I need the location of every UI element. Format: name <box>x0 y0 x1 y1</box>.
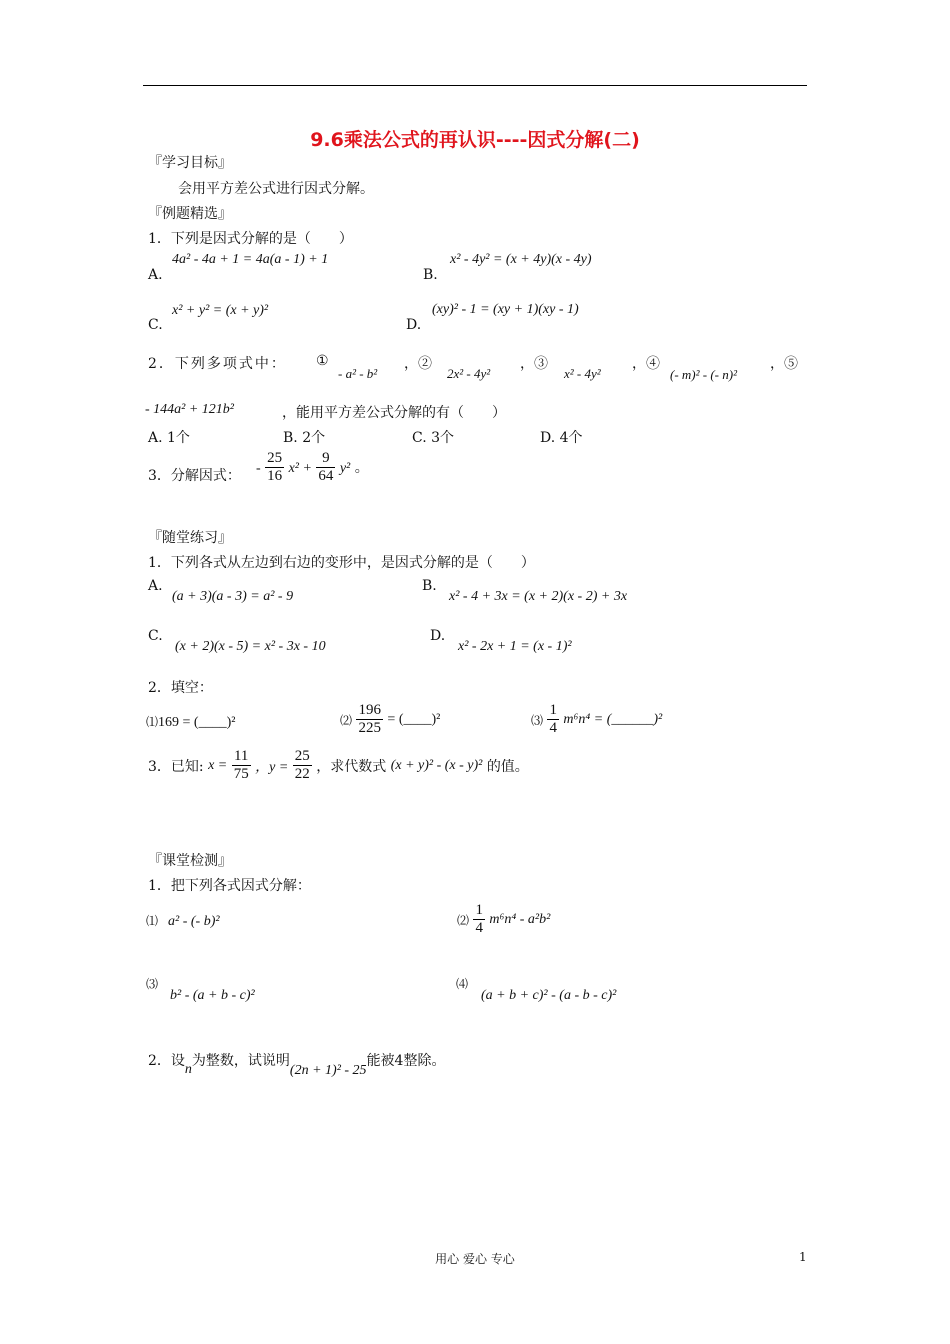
part-expr: m⁶n⁴ = (______)² <box>563 711 663 727</box>
practice-q3-text: ，求代数式 <box>316 758 387 775</box>
example-q3-fraction-2 <box>316 450 335 486</box>
check-q2-variable: n <box>184 1062 192 1077</box>
check-q1-stem: 1．把下列各式因式分解： <box>148 878 311 894</box>
practice-q3-x-lhs: x = <box>208 757 228 773</box>
page-number: 1 <box>799 1250 807 1264</box>
example-q2-marker-1: ① <box>316 353 329 369</box>
example-q3-suffix: 。 <box>354 459 369 476</box>
section-check-heading: 『课堂检测』 <box>148 853 232 869</box>
example-q2-option-b: B. 2个 <box>283 430 326 446</box>
example-q3-sign: - <box>256 460 261 476</box>
example-q2-stem: 2．下列多项式中： <box>148 356 287 372</box>
check-q1-part3-expr: b² - (a + b - c)² <box>170 988 255 1003</box>
part-label: ⑶ <box>531 713 544 728</box>
goal-text: 会用平方差公式进行因式分解。 <box>178 181 374 197</box>
example-q2-expr-2: 2x² - 4y² <box>447 366 491 381</box>
example-q1-option-c-label: C. <box>148 317 163 333</box>
fraction-numerator: 196 <box>356 702 383 720</box>
fraction-numerator: 1 <box>547 702 559 720</box>
practice-q2-part1 <box>146 713 235 731</box>
check-q2 <box>148 1050 446 1078</box>
example-q3-middle: x² + <box>288 460 312 476</box>
check-q1-part4-expr: (a + b + c)² - (a - b - c)² <box>481 988 617 1003</box>
example-q1-option-b-label: B. <box>423 267 438 283</box>
example-q1-option-d-expr: (xy)² - 1 = (xy + 1)(xy - 1) <box>432 302 579 317</box>
example-q3-expression <box>256 450 369 486</box>
check-q1-part1 <box>146 912 220 930</box>
example-q1-option-a-expr: 4a² - 4a + 1 = 4a(a - 1) + 1 <box>172 252 329 267</box>
header-rule <box>143 85 807 86</box>
practice-q3-y-lhs: ，y = <box>255 759 289 775</box>
practice-q1-option-c-expr: (x + 2)(x - 5) = x² - 3x - 10 <box>175 639 326 654</box>
example-q2-marker-5: ，⑤ <box>770 356 798 372</box>
check-q1-part2 <box>457 902 550 938</box>
example-q2-expr-3: x² - 4y² <box>564 366 601 381</box>
practice-q3-suffix: 的值。 <box>486 758 529 775</box>
fraction-denominator: 4 <box>549 720 557 737</box>
check-q2-middle: 为整数，试说明 <box>191 1053 290 1069</box>
example-q2-option-a: A. 1个 <box>148 430 190 446</box>
part-label: ⑴ <box>146 914 159 928</box>
example-q2-marker-2: ，② <box>404 356 432 372</box>
example-q3-end: y² <box>339 460 351 476</box>
practice-q3-prefix: 3．已知: <box>148 758 204 775</box>
practice-q2-part3 <box>531 702 662 738</box>
part-label: ⑵ <box>457 913 470 928</box>
page-title: 9.6乘法公式的再认识----因式分解(二) <box>310 129 640 151</box>
example-q3-fraction-1 <box>265 450 284 486</box>
fraction-numerator: 9 <box>316 450 335 468</box>
practice-q1-option-b-label: B. <box>422 578 437 594</box>
example-q1-stem: 1．下列是因式分解的是（ ） <box>148 231 353 247</box>
practice-q1-stem: 1．下列各式从左边到右边的变形中，是因式分解的是（ ） <box>148 555 535 571</box>
section-practice-heading: 『随堂练习』 <box>148 530 232 546</box>
part-label: ⑴ <box>146 715 159 729</box>
fraction-numerator: 11 <box>232 748 251 766</box>
practice-q3-x-fraction <box>232 748 251 784</box>
part-expr: 169 = (____)² <box>158 715 236 730</box>
practice-q2-stem: 2．填空： <box>148 680 213 696</box>
section-goals-heading: 『学习目标』 <box>148 155 232 171</box>
example-q2-option-d: D. 4个 <box>540 430 583 446</box>
example-q2-expr-5: - 144a² + 121b² <box>145 402 235 417</box>
part-expr: a² - (- b)² <box>168 914 220 929</box>
example-q2-marker-3: ，③ <box>520 356 548 372</box>
practice-q1-option-a-label: A. <box>148 578 163 594</box>
part-fraction <box>473 902 485 938</box>
check-q2-expr: (2n + 1)² - 25 <box>289 1063 367 1078</box>
example-q1-option-b-expr: x² - 4y² = (x + 4y)(x - 4y) <box>450 252 592 267</box>
fraction-denominator: 64 <box>318 468 334 485</box>
fraction-numerator: 25 <box>293 748 312 766</box>
practice-q1-option-a-expr: (a + 3)(a - 3) = a² - 9 <box>172 589 294 604</box>
fraction-denominator: 4 <box>475 920 483 937</box>
fraction-denominator: 75 <box>233 766 249 783</box>
part-expr: = (____)² <box>387 711 441 727</box>
practice-q3-expr: (x + y)² - (x - y)² <box>390 757 483 773</box>
page-footer: 用心 爱心 专心 <box>435 1252 515 1266</box>
part-fraction <box>356 702 383 738</box>
example-q1-option-c-expr: x² + y² = (x + y)² <box>172 303 269 318</box>
check-q2-suffix: 能被4整除。 <box>366 1053 446 1069</box>
fraction-denominator: 16 <box>267 468 283 485</box>
part-label: ⑵ <box>340 713 353 728</box>
practice-q1-option-d-label: D. <box>430 628 446 644</box>
fraction-denominator: 225 <box>358 720 381 737</box>
example-q1-option-a-label: A. <box>148 267 163 283</box>
practice-q2-part2 <box>340 702 440 738</box>
part-expr: m⁶n⁴ - a²b² <box>489 911 551 927</box>
fraction-denominator: 22 <box>294 766 310 783</box>
example-q2-option-c: C. 3个 <box>412 430 455 446</box>
example-q2-marker-4: ，④ <box>632 356 660 372</box>
check-q1-part4-label: ⑷ <box>456 977 469 991</box>
example-q2-expr-4: (- m)² - (- n)² <box>670 367 737 382</box>
practice-q3-y-fraction <box>293 748 312 784</box>
check-q1-part3-label: ⑶ <box>146 977 159 991</box>
practice-q1-option-d-expr: x² - 2x + 1 = (x - 1)² <box>458 639 572 654</box>
example-q3-prefix: 3．分解因式： <box>148 468 241 484</box>
check-q2-prefix: 2．设 <box>148 1053 185 1069</box>
fraction-numerator: 1 <box>473 902 485 920</box>
part-fraction <box>547 702 559 738</box>
section-examples-heading: 『例题精选』 <box>148 206 232 222</box>
practice-q1-option-c-label: C. <box>148 628 163 644</box>
practice-q1-option-b-expr: x² - 4 + 3x = (x + 2)(x - 2) + 3x <box>449 589 628 604</box>
example-q2-question-tail: ，能用平方差公式分解的有（ ） <box>282 405 506 421</box>
example-q2-expr-1: - a² - b² <box>338 366 378 381</box>
example-q1-option-d-label: D. <box>406 317 422 333</box>
fraction-numerator: 25 <box>265 450 284 468</box>
practice-q3 <box>148 748 529 784</box>
